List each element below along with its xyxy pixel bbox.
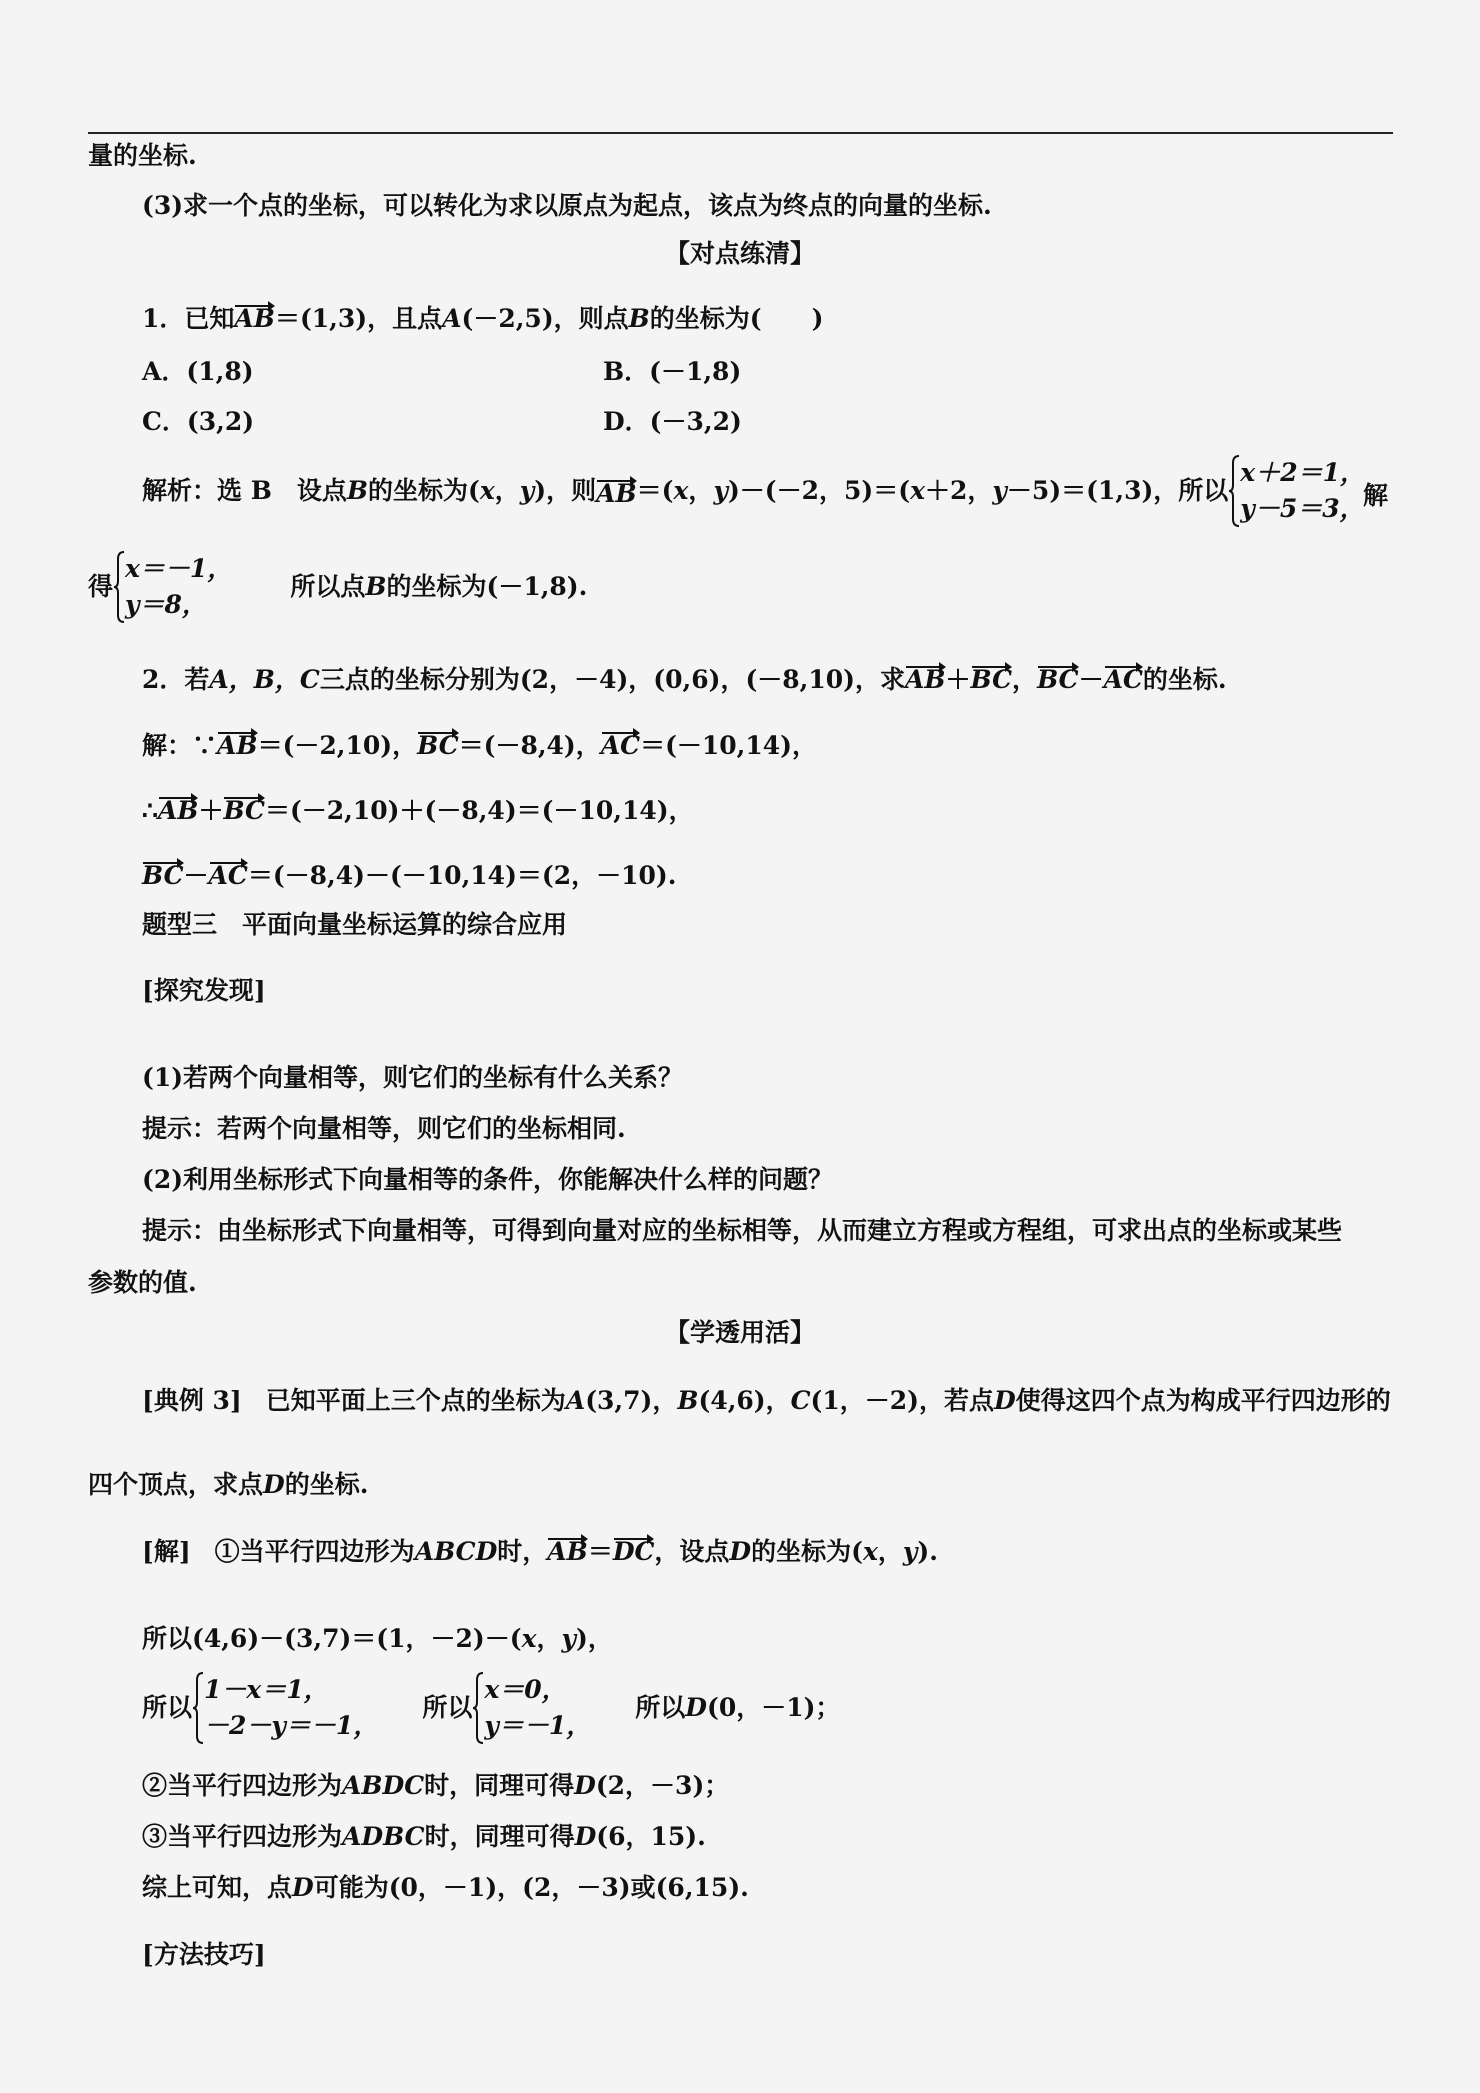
solution-line4 <box>142 1770 729 1802</box>
math-symbol: B <box>677 1386 699 1415</box>
math-symbol: ABCD <box>414 1537 498 1566</box>
explore-question-1 <box>142 1062 683 1094</box>
text-span: 时， <box>497 1537 548 1566</box>
option-d <box>603 406 742 438</box>
text-span: ∵ <box>192 731 218 760</box>
text-span: A．(1,8) <box>142 357 254 386</box>
math-symbol: x <box>862 1537 878 1566</box>
text-span: ＋ <box>198 796 224 825</box>
text-span: ①当平行四边形为 <box>214 1537 415 1566</box>
text-span: 提示： <box>142 1114 218 1143</box>
analysis-1 <box>142 455 1365 527</box>
text-span: －5)＝(1,3)，所以 <box>1006 476 1229 505</box>
vector-symbol: BC <box>223 792 265 824</box>
section-heading-practice <box>0 238 1480 270</box>
vector-symbol: BC <box>417 727 459 759</box>
math-symbol: A <box>442 304 462 333</box>
solution-line1 <box>142 1533 938 1568</box>
solution-line6 <box>142 1872 749 1904</box>
text-span: 由坐标形式下向量相等，可得到向量对应的坐标相等，从而建立方程或方程组，可求出点的坐标或某些 <box>217 1216 1343 1245</box>
math-symbol: B <box>365 572 387 601</box>
text-span: ＝(－10,14)， <box>640 731 818 760</box>
math-symbol: y－5＝3， <box>1240 494 1365 523</box>
vector-ab: AB <box>234 300 275 332</box>
text-span: ＝(1,3)，且点 <box>274 304 443 333</box>
equation-system <box>113 551 232 623</box>
text-line <box>88 140 197 172</box>
equation-system <box>192 1672 378 1744</box>
text-span: 已知平面上三个点的坐标为 <box>265 1386 566 1415</box>
text-span: ＝(－8,4)， <box>458 731 601 760</box>
math-symbol: y <box>902 1537 918 1566</box>
math-symbol: A <box>565 1386 586 1415</box>
text-span: (4,6)， <box>698 1386 791 1415</box>
text-span: ， <box>688 476 714 505</box>
explore-heading <box>142 975 266 1007</box>
math-symbol: －2－y＝－1， <box>204 1711 379 1740</box>
text-span: D．(－3,2) <box>603 407 742 436</box>
text-span: (1)若两个向量相等，则它们的坐标有什么关系？ <box>142 1063 684 1092</box>
text-span: 综上可知，点 <box>142 1873 293 1902</box>
brace-icon <box>1228 455 1240 527</box>
text-span: 若两个向量相等，则它们的坐标相同. <box>217 1114 626 1143</box>
text-span: 的坐标. <box>284 1470 369 1499</box>
text-span: 时，同理可得 <box>424 1822 575 1851</box>
text-span: 三点的坐标分别为(2，－4)，(0,6)，(－8,10)，求 <box>319 665 905 694</box>
text-span: [典例 3] <box>142 1386 242 1415</box>
text-span: ②当平行四边形为 <box>142 1771 343 1800</box>
math-symbol: D <box>292 1873 314 1902</box>
solution-line2 <box>142 1623 613 1655</box>
text-span: 解 <box>1363 481 1389 510</box>
text-span: B．(－1,8) <box>603 357 742 386</box>
explore-hint-2-cont <box>88 1267 197 1299</box>
option-b <box>603 356 741 388</box>
explore-hint-1 <box>142 1113 626 1145</box>
math-symbol: D <box>729 1537 752 1566</box>
text-span: 四个顶点，求点 <box>88 1470 264 1499</box>
math-symbol: ADBC <box>342 1822 425 1851</box>
equation-system <box>472 1672 591 1744</box>
math-symbol: D <box>994 1386 1016 1415</box>
example-3 <box>142 1385 1391 1417</box>
solution-2-line2 <box>142 792 694 827</box>
math-symbol: x＋2＝1， <box>1240 458 1365 487</box>
text-span: ， <box>536 1624 562 1653</box>
text-span: [解] <box>142 1537 191 1566</box>
text-span: 的坐标为( <box>368 476 480 505</box>
text-span: ，设点 <box>654 1537 730 1566</box>
text-span: － <box>1078 665 1104 694</box>
text-span: ＝(－2,10)＋(－8,4)＝(－10,14)， <box>264 796 694 825</box>
text-span: 所以(4,6)－(3,7)＝(1，－2)－( <box>142 1624 522 1653</box>
text-span: 2．若 <box>142 665 210 694</box>
vector-symbol: AC <box>601 727 640 759</box>
vector-symbol: BC <box>971 661 1013 693</box>
math-symbol: x <box>910 476 925 505</box>
brace-icon <box>113 551 125 623</box>
math-symbol: 1－x＝1， <box>204 1675 329 1704</box>
vector-symbol: AB <box>158 792 199 824</box>
text-span: (－2,5)，则点 <box>461 304 629 333</box>
math-symbol: x <box>673 476 689 505</box>
vector-symbol: BC <box>142 857 184 889</box>
vector-symbol: AB <box>217 727 258 759</box>
solution-line5 <box>142 1821 706 1853</box>
math-symbol: x＝－1， <box>125 554 233 583</box>
math-symbol: ABDC <box>342 1771 425 1800</box>
text-span: 量的坐标. <box>88 141 197 170</box>
text-span: ＝(－8,4)－(－10,14)＝(2，－10). <box>247 861 677 890</box>
math-symbol: y <box>519 476 535 505</box>
type-3-heading <box>142 909 567 941</box>
text-span: 解： <box>142 731 193 760</box>
math-symbol: A，B，C <box>209 665 320 694</box>
brace-icon <box>472 1672 484 1744</box>
solution-line3 <box>142 1672 840 1744</box>
vector-symbol: DC <box>613 1533 655 1565</box>
equation-system <box>1228 455 1365 527</box>
text-line <box>142 190 992 222</box>
vector-ab: AB <box>596 475 637 507</box>
math-symbol: y <box>992 476 1007 505</box>
vector-symbol: AB <box>905 661 946 693</box>
text-span: (6，15). <box>596 1822 706 1851</box>
text-span: ＝( <box>636 476 674 505</box>
text-span: (2，－3)； <box>595 1771 730 1800</box>
text-span: )， <box>576 1624 613 1653</box>
vector-symbol: AC <box>209 857 248 889</box>
text-span: 【对点练清】 <box>664 239 815 268</box>
solution-2-line1 <box>142 727 817 762</box>
math-symbol: B <box>346 476 368 505</box>
text-span: 的坐标为( ) <box>649 304 824 333</box>
text-span: 【学透用活】 <box>664 1318 815 1347</box>
method-heading <box>142 1939 266 1971</box>
text-span: ). <box>917 1537 938 1566</box>
solution-2-line3 <box>142 857 676 892</box>
text-span: 所以 <box>142 1693 193 1722</box>
math-symbol: D <box>263 1470 285 1499</box>
vector-symbol: AB <box>547 1533 588 1565</box>
text-span: 使得这四个点为构成平行四边形的 <box>1015 1386 1391 1415</box>
text-span: ＝ <box>587 1537 613 1566</box>
explore-question-2 <box>142 1164 833 1196</box>
text-span: 参数的值. <box>88 1268 197 1297</box>
math-symbol: x＝0， <box>484 1675 567 1704</box>
text-span: C．(3,2) <box>142 407 255 436</box>
text-span: 题型三 平面向量坐标运算的综合应用 <box>142 910 568 939</box>
analysis-1-result <box>88 551 587 623</box>
text-span: ＝(－2,10)， <box>257 731 418 760</box>
text-span: ， <box>494 476 520 505</box>
math-symbol: D <box>685 1693 707 1722</box>
text-span: (3,7)， <box>585 1386 678 1415</box>
math-symbol: x <box>521 1624 537 1653</box>
text-span: )，则 <box>534 476 597 505</box>
text-span: 1．已知 <box>142 304 235 333</box>
math-symbol: y＝8， <box>125 590 207 619</box>
option-c <box>142 406 254 438</box>
brace-icon <box>192 1672 204 1744</box>
text-span: ∴ <box>142 796 158 825</box>
text-span: ， <box>877 1537 903 1566</box>
text-span: 所以 <box>422 1693 473 1722</box>
text-span: (0，－1)； <box>706 1693 841 1722</box>
text-span: 的坐标为( <box>751 1537 863 1566</box>
text-span: 提示： <box>142 1216 218 1245</box>
math-symbol: y＝－1， <box>484 1711 592 1740</box>
question-1 <box>142 300 823 335</box>
text-span: 的坐标为(－1,8). <box>386 572 588 601</box>
text-span: 所以 <box>635 1693 686 1722</box>
text-span: ＋ <box>945 665 971 694</box>
text-span: 所以点 <box>290 572 366 601</box>
text-span: 可能为(0，－1)，(2，－3)或(6,15). <box>313 1873 749 1902</box>
math-symbol: C <box>790 1386 811 1415</box>
explore-hint-2 <box>142 1215 1342 1247</box>
math-symbol: x <box>479 476 495 505</box>
question-2 <box>142 661 1227 696</box>
text-span: ③当平行四边形为 <box>142 1822 343 1851</box>
text-span: 选 B 设点 <box>217 476 347 505</box>
text-span: [方法技巧] <box>142 1940 266 1969</box>
text-span: (3)求一个点的坐标，可以转化为求以原点为起点，该点为终点的向量的坐标. <box>142 191 992 220</box>
text-span: 的坐标. <box>1142 665 1227 694</box>
header-rule <box>88 132 1393 134</box>
text-span: － <box>183 861 209 890</box>
math-symbol: D <box>574 1771 596 1800</box>
vector-symbol: BC <box>1037 661 1079 693</box>
math-symbol: y <box>713 476 728 505</box>
text-span: (1，－2)，若点 <box>810 1386 994 1415</box>
text-span: 时，同理可得 <box>424 1771 575 1800</box>
text-span: (2)利用坐标形式下向量相等的条件，你能解决什么样的问题？ <box>142 1165 834 1194</box>
text-span: 解析： <box>142 476 218 505</box>
math-symbol: D <box>574 1822 597 1851</box>
math-symbol: B <box>628 304 650 333</box>
text-span: [探究发现] <box>142 976 266 1005</box>
text-span: ， <box>1012 665 1038 694</box>
vector-symbol: AC <box>1104 661 1143 693</box>
text-fragment <box>1363 480 1388 512</box>
example-3-cont <box>88 1469 368 1501</box>
section-heading-learn <box>0 1317 1480 1349</box>
text-span: )－(－2，5)＝( <box>727 476 911 505</box>
math-symbol: y <box>561 1624 577 1653</box>
text-span: ＋2， <box>924 476 993 505</box>
text-span: 得 <box>88 572 114 601</box>
option-a <box>142 356 254 388</box>
